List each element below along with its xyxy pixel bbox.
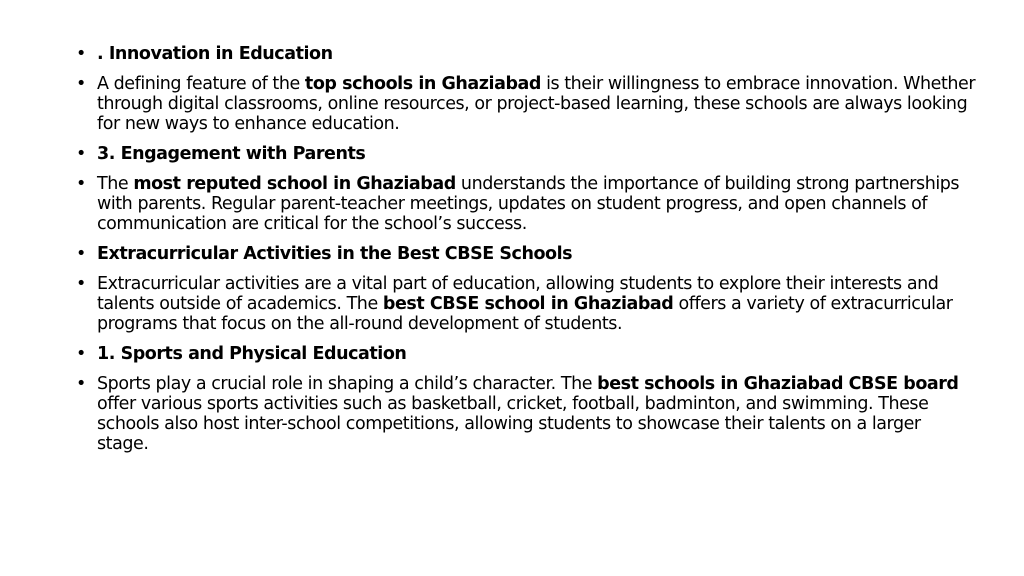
bullet-item-innovation-heading — [76, 44, 976, 64]
bullet-item-sports-heading — [76, 344, 976, 364]
bullet-text — [97, 244, 572, 264]
bullet-icon: • — [76, 44, 86, 64]
bullet-icon: • — [76, 374, 86, 394]
body-text-bold: top schools in Ghaziabad — [304, 74, 541, 94]
bullet-icon: • — [76, 144, 86, 164]
heading-text: 1. Sports and Physical Education — [97, 344, 407, 364]
body-text-before: The — [97, 174, 134, 194]
bullet-icon: • — [76, 174, 86, 194]
body-text-bold: best CBSE school in Ghaziabad — [382, 294, 674, 314]
bullet-text — [97, 374, 959, 454]
bullet-item-sports-body — [76, 374, 976, 454]
bullet-icon: • — [76, 244, 86, 264]
bullet-item-parents-heading — [76, 144, 976, 164]
body-text-after: offers a variety of extracurricular programs that focus on the all-round development of students. — [97, 294, 953, 334]
body-text-after: understands the importance of building strong partnerships with parents. Regular parent-teacher meetings, updates on student progress, and open channels of communication are critical for the school’s success. — [97, 174, 960, 234]
bullet-list — [76, 44, 976, 464]
bullet-text — [97, 344, 406, 364]
bullet-icon: • — [76, 344, 86, 364]
bullet-item-extracurricular-body — [76, 274, 976, 334]
body-text-after: is their willingness to embrace innovation. Whether through digital classrooms, online resources, or project-based learning, these schools are always looking for new ways to enhance education. — [97, 74, 976, 134]
heading-text: . Innovation in Education — [97, 44, 333, 64]
bullet-text — [97, 44, 333, 64]
bullet-icon: • — [76, 274, 86, 294]
bullet-text — [97, 174, 959, 234]
bullet-text — [97, 74, 975, 134]
heading-text: Extracurricular Activities in the Best CBSE Schools — [97, 244, 573, 264]
body-text-before: Extracurricular activities are a vital part of education, allowing students to explore their interests and talents outside of academics. The — [97, 274, 939, 314]
bullet-item-innovation-body — [76, 74, 976, 134]
bullet-item-extracurricular-heading — [76, 244, 976, 264]
body-text-before: A defining feature of the — [97, 74, 305, 94]
body-text-before: Sports play a crucial role in shaping a child’s character. The — [97, 374, 598, 394]
bullet-item-parents-body — [76, 174, 976, 234]
body-text-after: offer various sports activities such as basketball, cricket, football, badminton, and swimming. These schools also host inter-school competitions, allowing students to showcase their talents on a larger stage. — [97, 394, 929, 454]
body-text-bold: best schools in Ghaziabad CBSE board — [597, 374, 959, 394]
body-text-bold: most reputed school in Ghaziabad — [133, 174, 456, 194]
bullet-icon: • — [76, 74, 86, 94]
bullet-text — [97, 144, 365, 164]
heading-text: 3. Engagement with Parents — [97, 144, 366, 164]
bullet-text — [97, 274, 953, 334]
